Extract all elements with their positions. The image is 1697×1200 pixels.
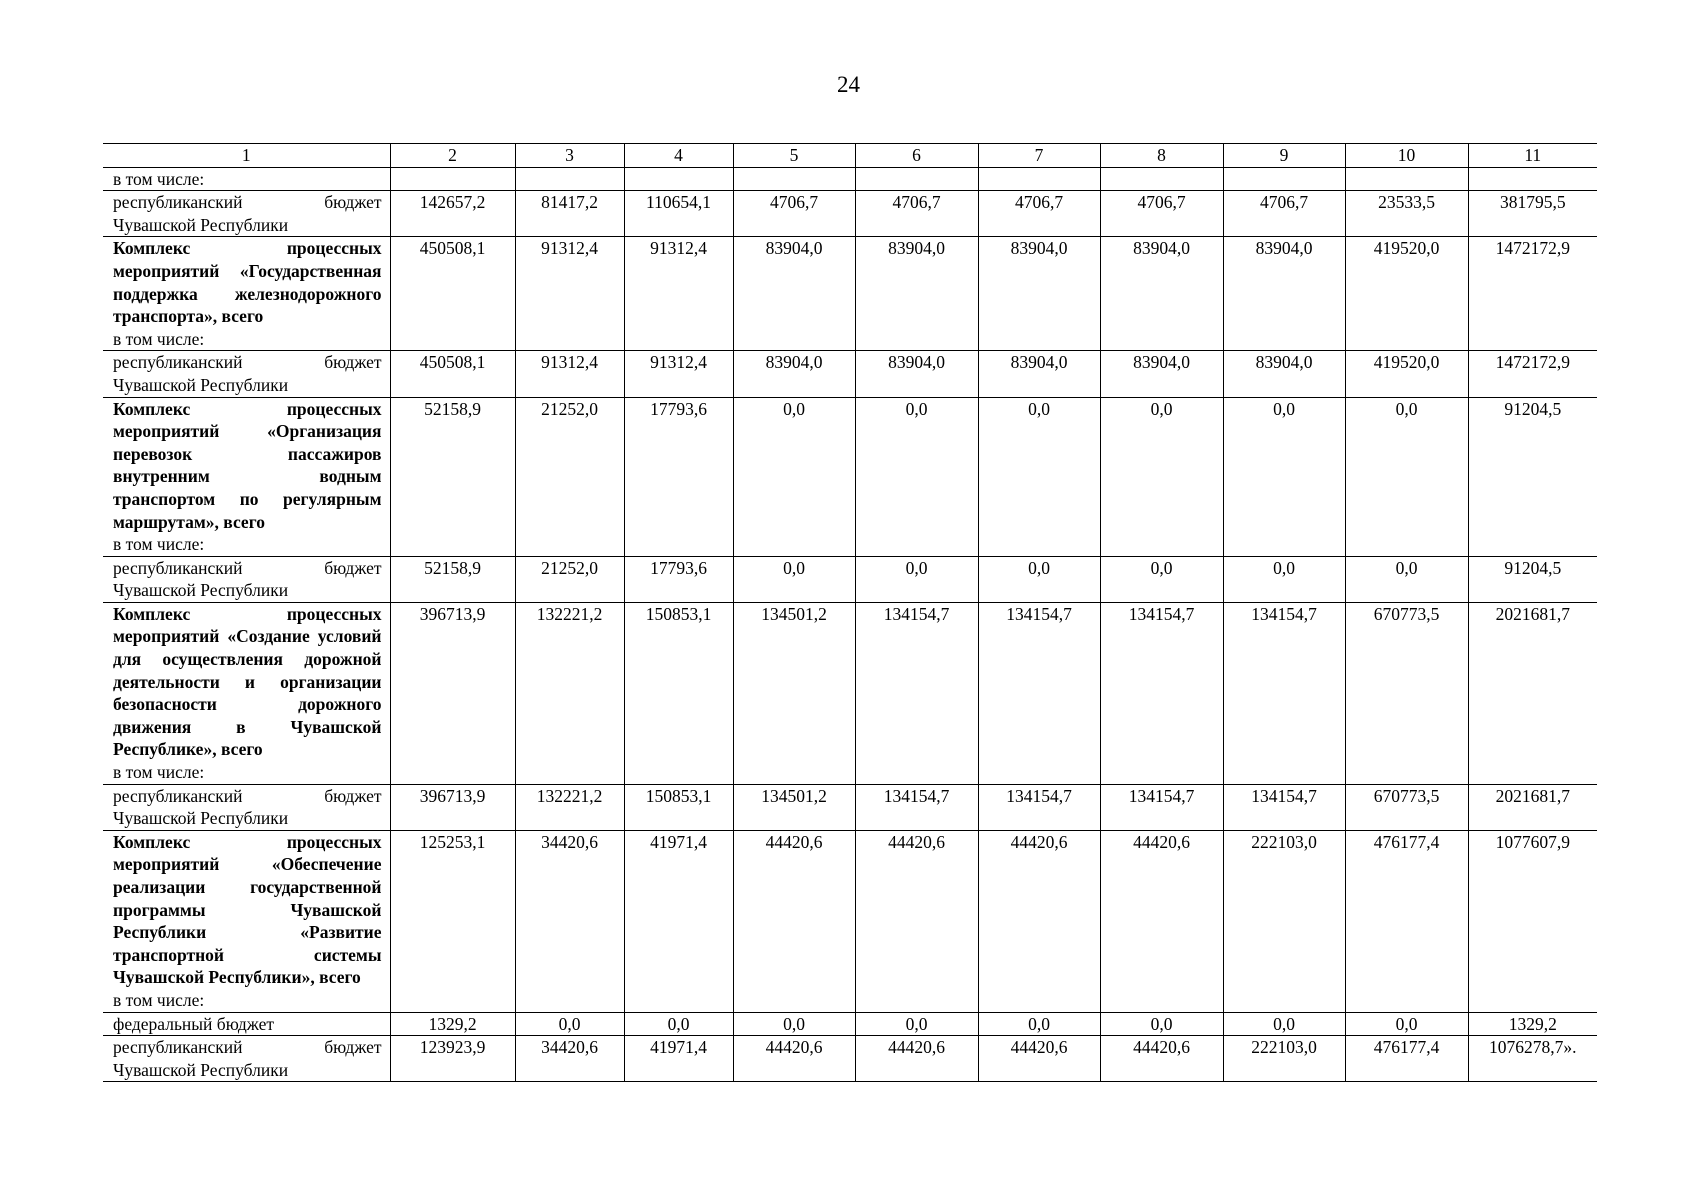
value-cell-col-9: 222103,0: [1223, 1036, 1345, 1082]
value-cell-col-4: 17793,6: [624, 397, 733, 556]
value-cell-col-2: 52158,9: [390, 556, 515, 602]
value-cell-col-8: 83904,0: [1100, 351, 1223, 397]
value-cell-col-3: 91312,4: [515, 351, 624, 397]
value-cell-col-8: 0,0: [1100, 397, 1223, 556]
value-cell-col-7: 134154,7: [978, 784, 1100, 830]
value-cell-col-5: 0,0: [733, 1012, 855, 1036]
table-row: [103, 167, 1597, 191]
page-number: 24: [837, 72, 860, 97]
value-cell-col-10: 670773,5: [1345, 784, 1468, 830]
value-cell-col-10: 23533,5: [1345, 191, 1468, 237]
value-cell-col-5: 83904,0: [733, 351, 855, 397]
value-cell-col-5: [733, 167, 855, 191]
row-label-text: в том числе:: [113, 168, 205, 189]
row-label: [103, 830, 390, 1012]
value-cell-col-4: 150853,1: [624, 784, 733, 830]
value-cell-col-2: 125253,1: [390, 830, 515, 1012]
row-label: [103, 167, 390, 191]
value-cell-col-7: 134154,7: [978, 602, 1100, 784]
value-cell-col-5: 134501,2: [733, 784, 855, 830]
value-cell-col-5: 44420,6: [733, 830, 855, 1012]
value-cell-col-7: 0,0: [978, 556, 1100, 602]
table-body: [103, 144, 1597, 1082]
value-cell-col-3: 0,0: [515, 1012, 624, 1036]
header-cell-2: 2: [390, 144, 515, 168]
table-row: [103, 1012, 1597, 1036]
value-cell-col-2: [390, 167, 515, 191]
value-cell-col-2: 396713,9: [390, 784, 515, 830]
header-cell-6: 6: [855, 144, 978, 168]
value-cell-col-6: 83904,0: [855, 237, 978, 351]
header-cell-4: 4: [624, 144, 733, 168]
row-label: [103, 602, 390, 784]
value-cell-col-10: 0,0: [1345, 397, 1468, 556]
value-cell-col-9: 4706,7: [1223, 191, 1345, 237]
value-cell-col-7: 0,0: [978, 397, 1100, 556]
table-row: [103, 397, 1597, 556]
value-cell-col-3: 91312,4: [515, 237, 624, 351]
value-cell-col-5: 83904,0: [733, 237, 855, 351]
row-label-text: федеральный бюджет: [113, 1013, 275, 1034]
value-cell-col-5: 0,0: [733, 397, 855, 556]
header-cell-1: 1: [103, 144, 390, 168]
value-cell-col-7: 44420,6: [978, 830, 1100, 1012]
value-cell-col-11: 2021681,7: [1468, 784, 1597, 830]
value-cell-col-6: 83904,0: [855, 351, 978, 397]
value-cell-col-6: 0,0: [855, 397, 978, 556]
value-cell-col-3: 34420,6: [515, 830, 624, 1012]
value-cell-col-8: 83904,0: [1100, 237, 1223, 351]
row-label-text: республиканский бюджет Чувашской Республики: [113, 192, 382, 235]
value-cell-col-10: 419520,0: [1345, 237, 1468, 351]
value-cell-col-11: 1472172,9: [1468, 351, 1597, 397]
value-cell-col-7: 4706,7: [978, 191, 1100, 237]
value-cell-col-11: [1468, 167, 1597, 191]
table-header-row: [103, 144, 1597, 168]
value-cell-col-3: 21252,0: [515, 556, 624, 602]
including-label: в том числе:: [113, 534, 205, 555]
header-cell-8: 8: [1100, 144, 1223, 168]
value-cell-col-8: [1100, 167, 1223, 191]
budget-table: [103, 143, 1597, 1082]
value-cell-col-5: 4706,7: [733, 191, 855, 237]
value-cell-col-11: 2021681,7: [1468, 602, 1597, 784]
including-label: в том числе:: [113, 328, 205, 349]
row-label: [103, 191, 390, 237]
value-cell-col-10: 0,0: [1345, 556, 1468, 602]
row-label: [103, 784, 390, 830]
value-cell-col-7: 83904,0: [978, 237, 1100, 351]
value-cell-col-7: 44420,6: [978, 1036, 1100, 1082]
program-title: Комплекс процессных мероприятий «Государственная поддержка железнодорожного транспорта», всего: [113, 238, 382, 327]
row-label: [103, 237, 390, 351]
value-cell-col-4: 91312,4: [624, 351, 733, 397]
value-cell-col-10: 0,0: [1345, 1012, 1468, 1036]
value-cell-col-8: 134154,7: [1100, 602, 1223, 784]
value-cell-col-6: 134154,7: [855, 784, 978, 830]
value-cell-col-8: 134154,7: [1100, 784, 1223, 830]
row-label: [103, 1036, 390, 1082]
including-label: в том числе:: [113, 989, 205, 1010]
value-cell-col-9: 0,0: [1223, 397, 1345, 556]
value-cell-col-3: 81417,2: [515, 191, 624, 237]
row-label-text: республиканский бюджет Чувашской Республики: [113, 352, 382, 395]
value-cell-col-2: 1329,2: [390, 1012, 515, 1036]
header-cell-3: 3: [515, 144, 624, 168]
table-row: [103, 191, 1597, 237]
value-cell-col-8: 44420,6: [1100, 830, 1223, 1012]
value-cell-col-10: 419520,0: [1345, 351, 1468, 397]
value-cell-col-7: [978, 167, 1100, 191]
value-cell-col-6: 134154,7: [855, 602, 978, 784]
value-cell-col-9: 222103,0: [1223, 830, 1345, 1012]
table-row: [103, 351, 1597, 397]
value-cell-col-2: 450508,1: [390, 237, 515, 351]
including-label: в том числе:: [113, 762, 205, 783]
value-cell-col-11: 1329,2: [1468, 1012, 1597, 1036]
value-cell-col-2: 450508,1: [390, 351, 515, 397]
value-cell-col-9: 83904,0: [1223, 351, 1345, 397]
value-cell-col-11: 91204,5: [1468, 556, 1597, 602]
value-cell-col-2: 396713,9: [390, 602, 515, 784]
value-cell-col-4: 150853,1: [624, 602, 733, 784]
table-row: [103, 602, 1597, 784]
value-cell-col-7: 0,0: [978, 1012, 1100, 1036]
value-cell-col-2: 123923,9: [390, 1036, 515, 1082]
value-cell-col-2: 52158,9: [390, 397, 515, 556]
value-cell-col-7: 83904,0: [978, 351, 1100, 397]
value-cell-col-5: 0,0: [733, 556, 855, 602]
table-row: [103, 784, 1597, 830]
value-cell-col-11: 1076278,7».: [1468, 1036, 1597, 1082]
table-row: [103, 237, 1597, 351]
value-cell-col-6: [855, 167, 978, 191]
value-cell-col-10: [1345, 167, 1468, 191]
value-cell-col-2: 142657,2: [390, 191, 515, 237]
row-label: [103, 397, 390, 556]
value-cell-col-10: 670773,5: [1345, 602, 1468, 784]
value-cell-col-9: [1223, 167, 1345, 191]
value-cell-col-5: 134501,2: [733, 602, 855, 784]
value-cell-col-10: 476177,4: [1345, 830, 1468, 1012]
program-title: Комплекс процессных мероприятий «Создание условий для осуществления дорожной деятельности и организации безопасности дорожного движения в Чувашской Республике», всего: [113, 603, 382, 760]
row-label: [103, 1012, 390, 1036]
row-label-text: республиканский бюджет Чувашской Республики: [113, 785, 382, 829]
value-cell-col-11: 1077607,9: [1468, 830, 1597, 1012]
value-cell-col-4: 41971,4: [624, 1036, 733, 1082]
value-cell-col-4: [624, 167, 733, 191]
value-cell-col-5: 44420,6: [733, 1036, 855, 1082]
value-cell-col-3: 132221,2: [515, 602, 624, 784]
value-cell-col-6: 44420,6: [855, 1036, 978, 1082]
value-cell-col-8: 0,0: [1100, 1012, 1223, 1036]
table-row: [103, 556, 1597, 602]
value-cell-col-3: 21252,0: [515, 397, 624, 556]
value-cell-col-9: 83904,0: [1223, 237, 1345, 351]
value-cell-col-3: [515, 167, 624, 191]
table-row: [103, 830, 1597, 1012]
table-row: [103, 1036, 1597, 1082]
value-cell-col-4: 91312,4: [624, 237, 733, 351]
value-cell-col-10: 476177,4: [1345, 1036, 1468, 1082]
value-cell-col-9: 0,0: [1223, 556, 1345, 602]
value-cell-col-11: 1472172,9: [1468, 237, 1597, 351]
value-cell-col-4: 41971,4: [624, 830, 733, 1012]
header-cell-7: 7: [978, 144, 1100, 168]
program-title: Комплекс процессных мероприятий «Обеспечение реализации государственной программы Чувашской Республики «Развитие транспортной системы Чувашской Республики», всего: [113, 831, 382, 988]
value-cell-col-8: 4706,7: [1100, 191, 1223, 237]
value-cell-col-11: 91204,5: [1468, 397, 1597, 556]
row-label: [103, 556, 390, 602]
header-cell-9: 9: [1223, 144, 1345, 168]
header-cell-5: 5: [733, 144, 855, 168]
value-cell-col-6: 0,0: [855, 1012, 978, 1036]
value-cell-col-6: 4706,7: [855, 191, 978, 237]
value-cell-col-8: 44420,6: [1100, 1036, 1223, 1082]
value-cell-col-3: 34420,6: [515, 1036, 624, 1082]
value-cell-col-9: 134154,7: [1223, 602, 1345, 784]
value-cell-col-4: 17793,6: [624, 556, 733, 602]
value-cell-col-11: 381795,5: [1468, 191, 1597, 237]
value-cell-col-3: 132221,2: [515, 784, 624, 830]
value-cell-col-6: 44420,6: [855, 830, 978, 1012]
row-label: [103, 351, 390, 397]
value-cell-col-6: 0,0: [855, 556, 978, 602]
header-cell-10: 10: [1345, 144, 1468, 168]
value-cell-col-9: 134154,7: [1223, 784, 1345, 830]
value-cell-col-4: 0,0: [624, 1012, 733, 1036]
value-cell-col-8: 0,0: [1100, 556, 1223, 602]
row-label-text: республиканский бюджет Чувашской Республики: [113, 1037, 382, 1080]
value-cell-col-4: 110654,1: [624, 191, 733, 237]
value-cell-col-9: 0,0: [1223, 1012, 1345, 1036]
program-title: Комплекс процессных мероприятий «Организация перевозок пассажиров внутренним водным транспортом по регулярным маршрутам», всего: [113, 398, 382, 532]
row-label-text: республиканский бюджет Чувашской Республики: [113, 557, 382, 601]
header-cell-11: 11: [1468, 144, 1597, 168]
